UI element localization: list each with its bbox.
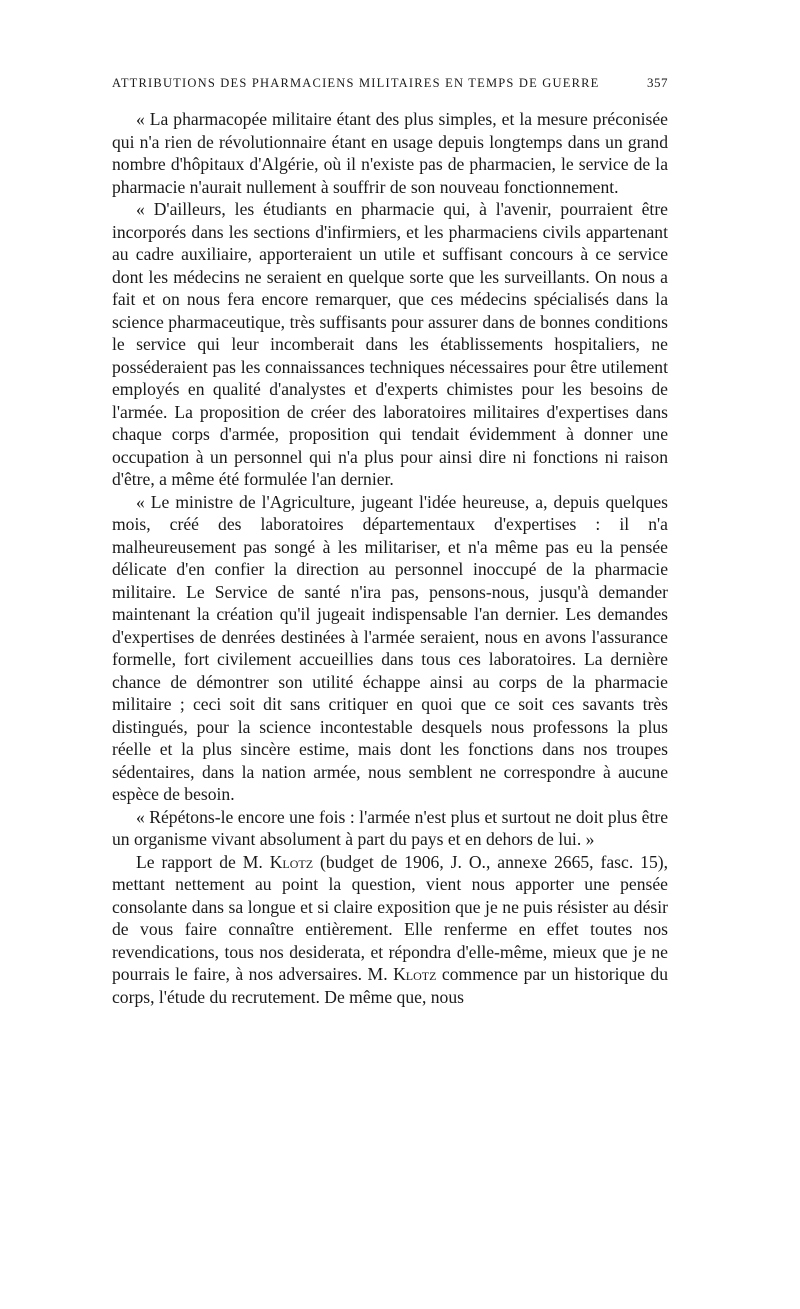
paragraph-pharmacopee: « La pharmacopée militaire étant des plus simples, et la mesure préconisée qui n'a rien de révolutionnaire étant en usage depuis longtemps dans un grand nombre d'hôpitaux d'Algérie, où il n'existe pas de pharmacien, le service de la pharmacie n'aurait nullement à souffrir de son nouveau fonctionnement. bbox=[112, 109, 668, 197]
paragraph-rapport-klotz bbox=[112, 851, 668, 1009]
author-name-klotz-2: Klotz bbox=[393, 964, 437, 984]
author-name-klotz: Klotz bbox=[269, 851, 314, 872]
book-page bbox=[112, 74, 668, 1008]
running-head-title: ATTRIBUTIONS DES PHARMACIENS MILITAIRES EN TEMPS DE GUERRE bbox=[112, 76, 600, 90]
page-number: 357 bbox=[647, 75, 668, 90]
paragraph-repetons: « Répétons-le encore une fois : l'armée n'est plus et surtout ne doit plus être un organisme vivant absolument à part du pays et en dehors de lui. » bbox=[112, 806, 668, 849]
rapport-text-part-1: Le rapport de M. bbox=[136, 851, 270, 872]
running-head bbox=[112, 74, 668, 92]
rapport-text-part-2: (budget de 1906, J. O., annexe 2665, fasc. 15), mettant nettement au point la question, vient nous apporter une pensée consolante dans sa longue et si claire exposition que je ne puis résister au désir de vous faire connaître entièrement. Elle renferme en effet toutes nos revendications, tous nos desiderata, et répondra d'elle-même, mieux que je ne pourrais le faire, à nos adversaires. M. bbox=[112, 851, 668, 984]
paragraph-etudiants: « D'ailleurs, les étudiants en pharmacie qui, à l'avenir, pourraient être incorporés dans les sections d'infirmiers, et les pharmaciens civils appartenant au cadre auxiliaire, apporteraient un utile et suffisant concours à ce service dont les médecins ne seraient en quelque sorte que les surveillants. On nous a fait et on nous fera encore remarquer, que ces médecins spécialisés dans la science pharmaceutique, très suffisants pour assurer dans de bonnes conditions le service qui leur incomberait dans les établissements hospitaliers, ne posséderaient pas les connaissances techniques nécessaires pour être utilement employés en qualité d'analystes et d'experts chimistes pour les besoins de l'armée. La proposition de créer des laboratoires militaires d'expertises dans chaque corps d'armée, proposition qui tendait évidemment à donner une occupation à un personnel qui n'a plus pour ainsi dire ni fonctions ni raison d'être, a même été formulée l'an dernier. bbox=[112, 199, 668, 489]
rapport-text-part-3: commence par un historique du corps, l'étude du recrutement. De même que, nous bbox=[112, 964, 668, 1007]
paragraph-ministre-agriculture: « Le ministre de l'Agriculture, jugeant l'idée heureuse, a, depuis quelques mois, créé des laboratoires départementaux d'expertises : il n'a malheureusement pas songé à les militariser, et n'a même pas eu la pensée délicate d'en confier la direction au personnel inoccupé de la pharmacie militaire. Le Service de santé n'ira pas, pensons-nous, jusqu'à demander maintenant la création qu'il jugeait indispensable l'an dernier. Les demandes d'expertises de denrées destinées à l'armée seraient, nous en avons l'assurance formelle, fort civilement accueillies dans tous ces laboratoires. La dernière chance de démontrer son utilité échappe ainsi au corps de la pharmacie militaire ; ceci soit dit sans critiquer en quoi que ce soit ces savants très distingués, pour la science incontestable desquels nous professons la plus réelle et la plus sincère estime, mais dont les fonctions dans nos troupes sédentaires, dans la nation armée, nous semblent ne correspondre à aucune espèce de besoin. bbox=[112, 491, 668, 804]
